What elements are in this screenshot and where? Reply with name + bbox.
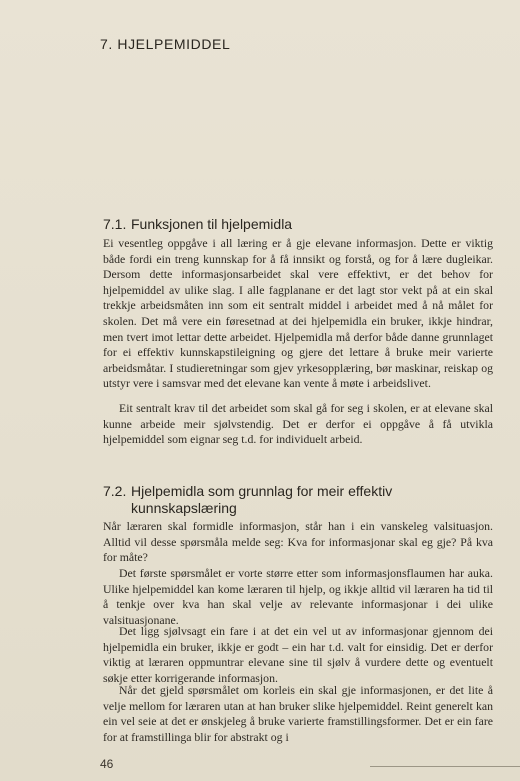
paragraph-text: Ei vesentleg oppgåve i all læring er å gje elevane informasjon. Dette er viktig både fordi ein treng kunnskap for å få innsikt og forstå, og for å lære dugleikar. Dersom dette informasjonsarbeidet skal vere effektivt, er det behov for hjelpemiddel av ulike slag. I alle fagplanane er det lagt stor vekt på at ein skal trekkje arbeidsmåten inn som eit sentralt middel i arbeidet med å nå målet for skolen. Det må vere ein føresetnad at dei hjelpemidla ein bruker, ikkje hindrar, men tvert imot lettar dette arbeidet. Hjelpemidla må derfor både danne grunnlaget for ei effektiv kunnskapstileigning og gjere det lettare å bruke meir varierte arbeidsmåtar. I studieretningar som gjev yrkesopplæring, bør maskinar, reiskap og utstyr vere i samsvar med det elevane kan vente å møte i arbeidslivet.: [103, 236, 493, 391]
section-title: Funksjonen til hjelpemidla: [131, 216, 293, 232]
paragraph: [103, 236, 493, 392]
paragraph-text: Det ligg sjølvsagt ein fare i at det ein vel ut av informasjonar gjennom dei hjelpemidla ein bruker, ikkje er godt – ein har t.d. valt for einsidig. Det er derfor viktig at læraren oppmuntrar elevane sine til sjølv å vurdere dette og eventuelt søkje etter korrigerande informasjon.: [103, 624, 493, 685]
chapter-heading: 7. HJELPEMIDDEL: [100, 36, 231, 52]
paragraph-text: Når det gjeld spørsmålet om korleis ein skal gje informasjonen, er det lite å velje mellom for læraren utan at han bruker slike hjelpemiddel. Reint generelt kan ein vel seie at det er ønskjeleg å bruke varierte framstillingsformer. Det er ein fare for at framstillinga blir for abstrakt og i: [103, 683, 493, 744]
section-number: 7.2.: [103, 483, 127, 499]
section-number: 7.1.: [103, 216, 127, 232]
paragraph: [103, 683, 493, 745]
page-number: 46: [100, 757, 114, 771]
section-title: Hjelpemidla som grunnlag for meir effektiv kunnskapslæring: [131, 483, 393, 516]
paragraph-text: Eit sentralt krav til det arbeidet som skal gå for seg i skolen, er at elevane skal kunne arbeide meir sjølvstendig. Det er derfor ei oppgåve å få utvikla hjelpemiddel som eignar seg t.d. for individuelt arbeid.: [103, 401, 493, 447]
paragraph: [103, 566, 493, 628]
footer-rule: [370, 766, 520, 767]
paragraph: [103, 624, 493, 686]
paragraph-text: Det første spørsmålet er vorte større etter som informasjonsflaumen har auka. Ulike hjelpemiddel kan kome læraren til hjelp, og ikkje alltid vil læraren ha tid til å tenkje over kva han skal velje av relevante informasjonar i dei ulike valsituasjonane.: [103, 566, 493, 627]
paragraph: [103, 519, 493, 566]
paragraph-text: Når læraren skal formidle informasjon, står han i ein vanskeleg valsituasjon. Alltid vil desse spørsmåla melde seg: Kva for informasjonar skal eg gje? På kva for måte?: [103, 519, 493, 565]
section-heading-7-2: [103, 483, 501, 517]
section-heading-7-1: [103, 216, 501, 233]
paragraph: [103, 401, 493, 448]
